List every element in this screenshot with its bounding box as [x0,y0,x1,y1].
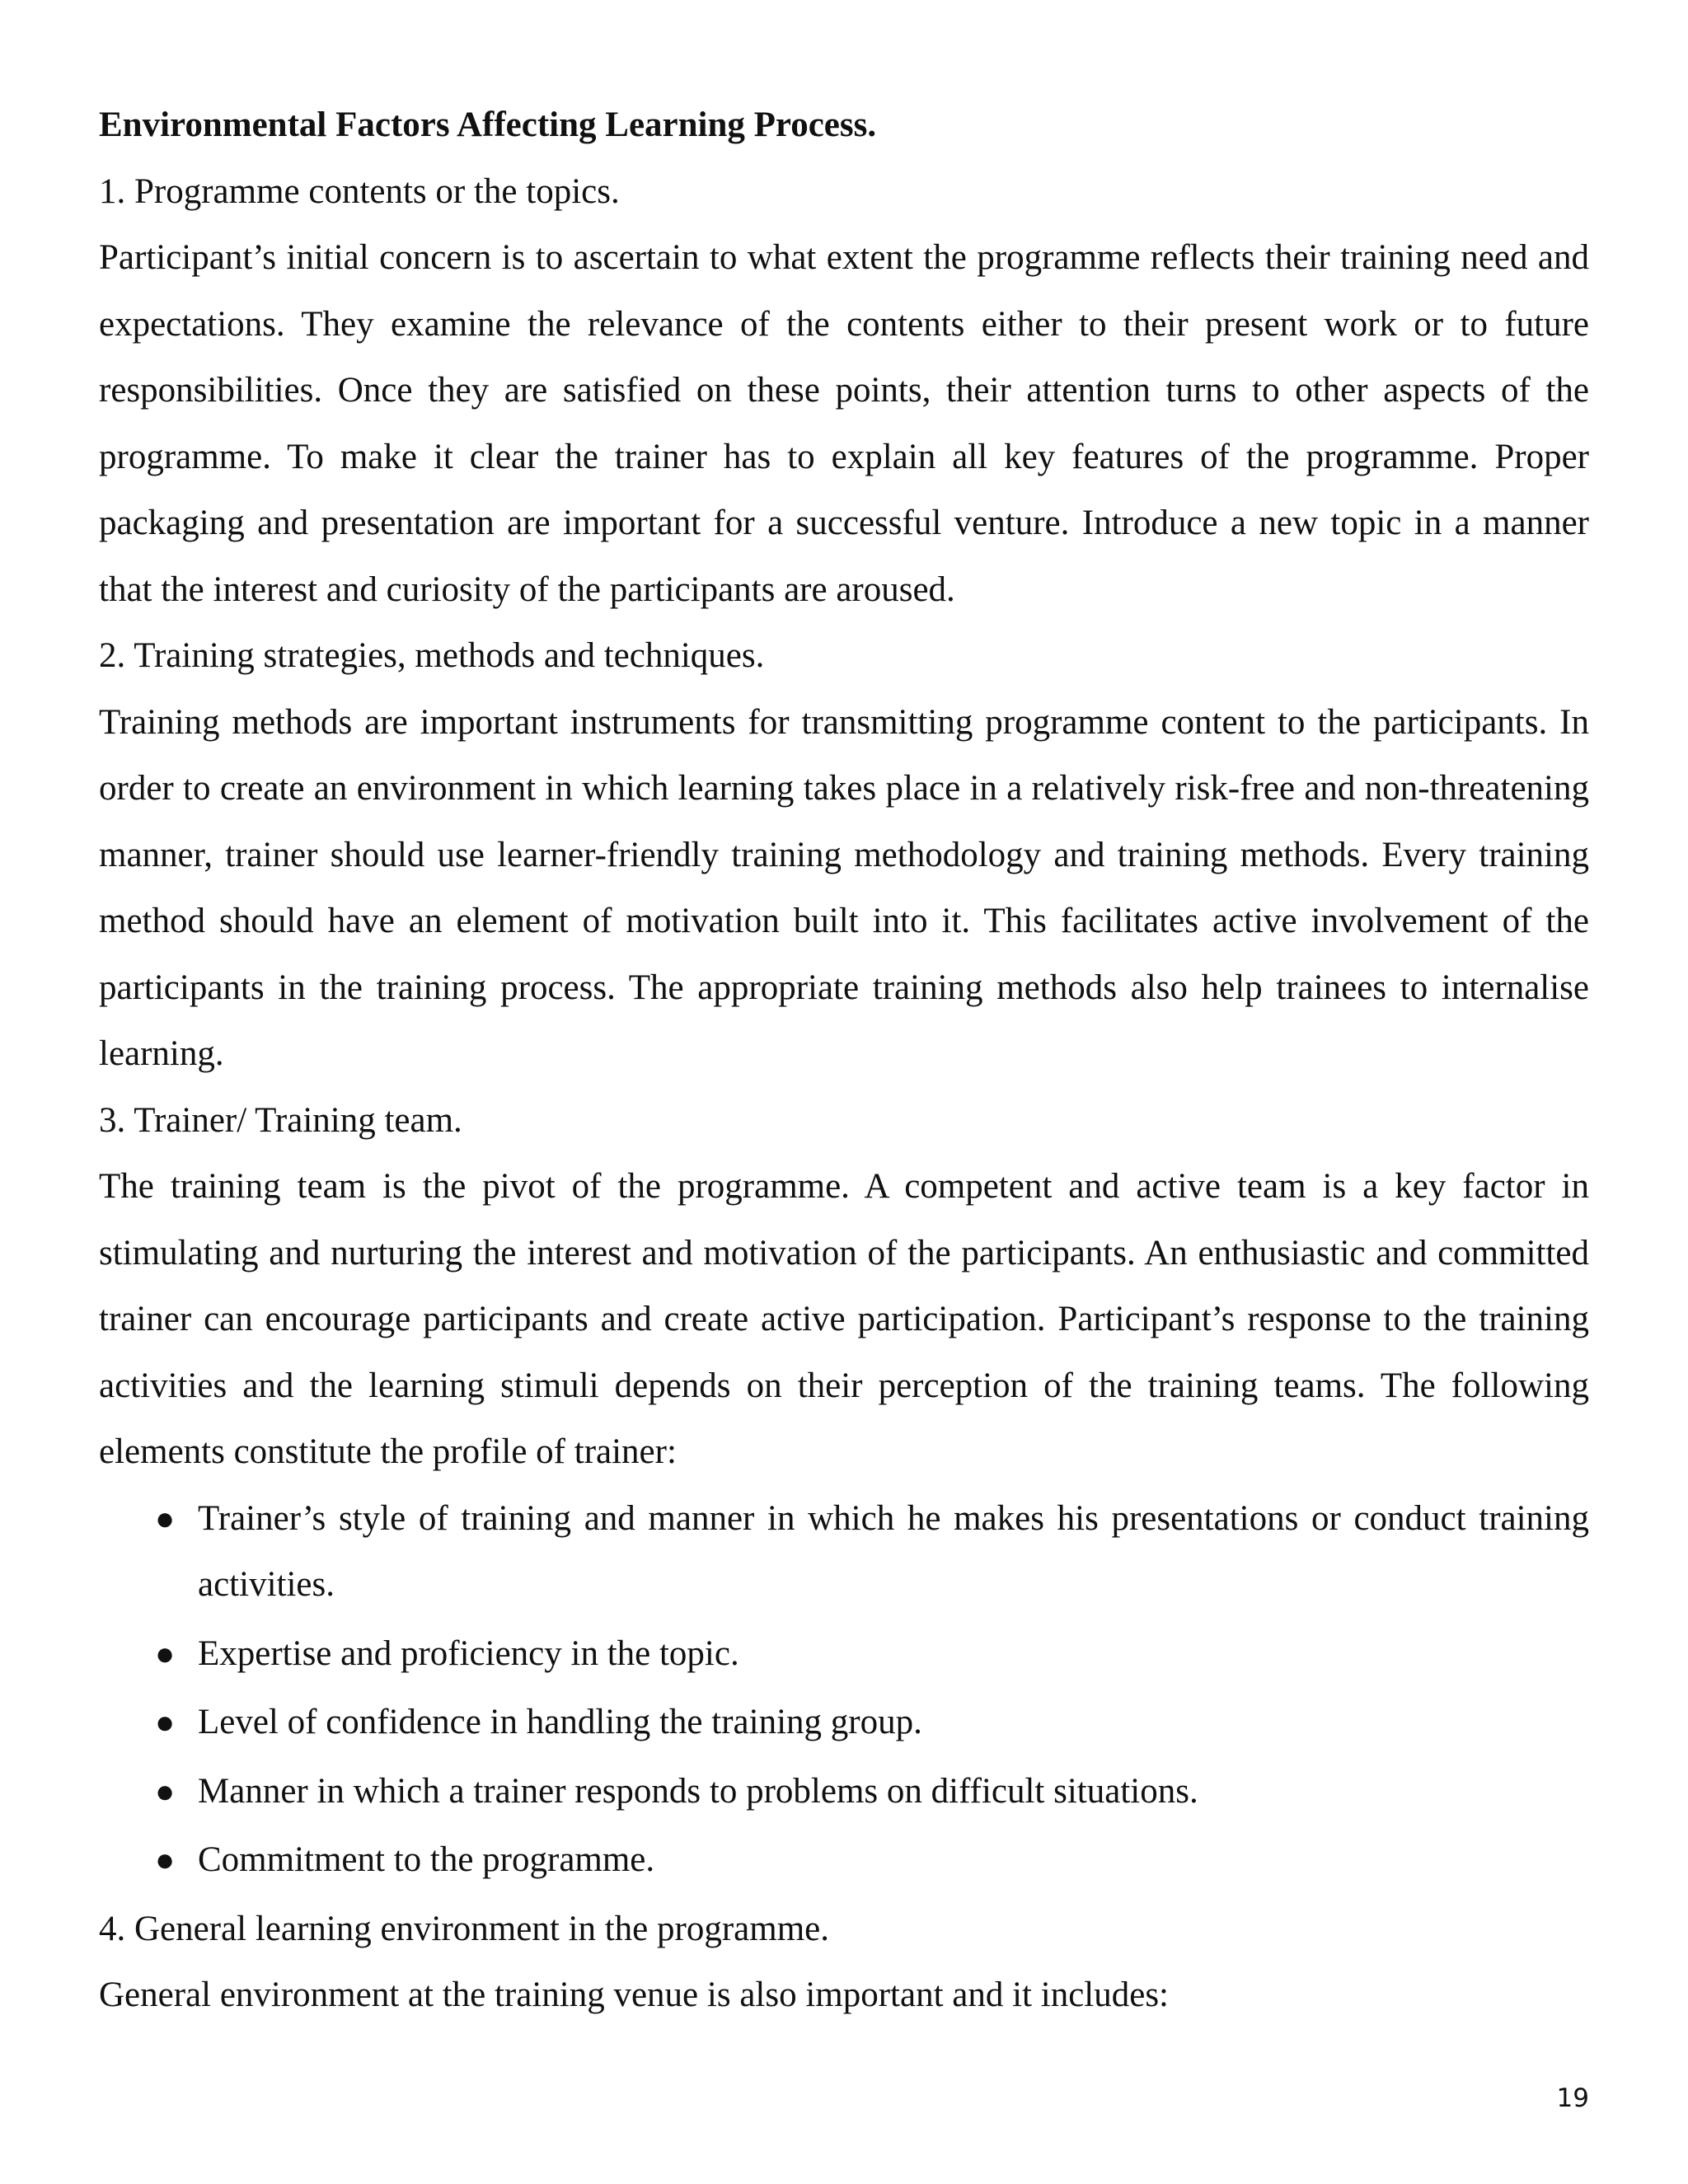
list-item-text: Level of confidence in handling the training group. [198,1703,922,1741]
section-3-body: The training team is the pivot of the programme. A competent and active team is a key factor in stimulating and nurturing the interest and motivation of the participants. An enthusiastic and committed trainer can encourage participants and create active participation. Participant’s response to the training activities and the learning stimuli depends on their perception of the training teams. The following elements constitute the profile of trainer: [99,1167,1589,1471]
list-item [99,1759,1589,1825]
section-1-body: Participant’s initial concern is to ascertain to what extent the programme reflects their training need and expectations. They examine the relevance of the contents either to their present work or to future responsibilities. Once they are satisfied on these points, their attention turns to other aspects of the programme. To make it clear the trainer has to explain all key features of the programme. Proper packaging and presentation are important for a successful venture. Introduce a new topic in a manner that the interest and curiosity of the participants are aroused. [99,238,1589,609]
list-item [99,1827,1589,1894]
bullet-icon: ● [155,1704,176,1741]
section-1-heading: 1. Programme contents or the topics. [99,171,620,211]
list-item [99,1486,1589,1619]
list-item [99,1621,1589,1688]
list-item-text: Trainer’s style of training and manner in which he makes his presentations or conduct training activities. [198,1498,1589,1604]
list-item-text: Expertise and proficiency in the topic. [198,1633,739,1673]
page-number: 19 [1556,2083,1589,2113]
bullet-icon: ● [155,1499,176,1537]
bullet-icon: ● [155,1634,176,1672]
trainer-profile-list [99,1486,1589,1894]
bullet-icon: ● [155,1841,176,1878]
section-2-body: Training methods are important instruments for transmitting programme content to the participants. In order to create an environment in which learning takes place in a relatively risk-free and non-threatening manner, trainer should use learner-friendly training methodology and training methods. Every training method should have an element of motivation built into it. This facilitates active involvement of the participants in the training process. The appropriate training methods also help trainees to internalise learning. [99,702,1589,1073]
document-page [99,92,1589,2029]
list-item-text: Manner in which a trainer responds to problems on difficult situations. [198,1771,1198,1811]
list-item-text: Commitment to the programme. [198,1840,655,1879]
section-2-heading: 2. Training strategies, methods and techniques. [99,636,765,675]
list-item [99,1690,1589,1756]
section-4-body: General environment at the training venue is also important and it includes: [99,1975,1169,2014]
section-3-heading: 3. Trainer/ Training team. [99,1100,462,1140]
document-title: Environmental Factors Affecting Learning Process. [99,105,877,144]
bullet-icon: ● [155,1772,176,1810]
section-4-heading: 4. General learning environment in the programme. [99,1909,829,1948]
